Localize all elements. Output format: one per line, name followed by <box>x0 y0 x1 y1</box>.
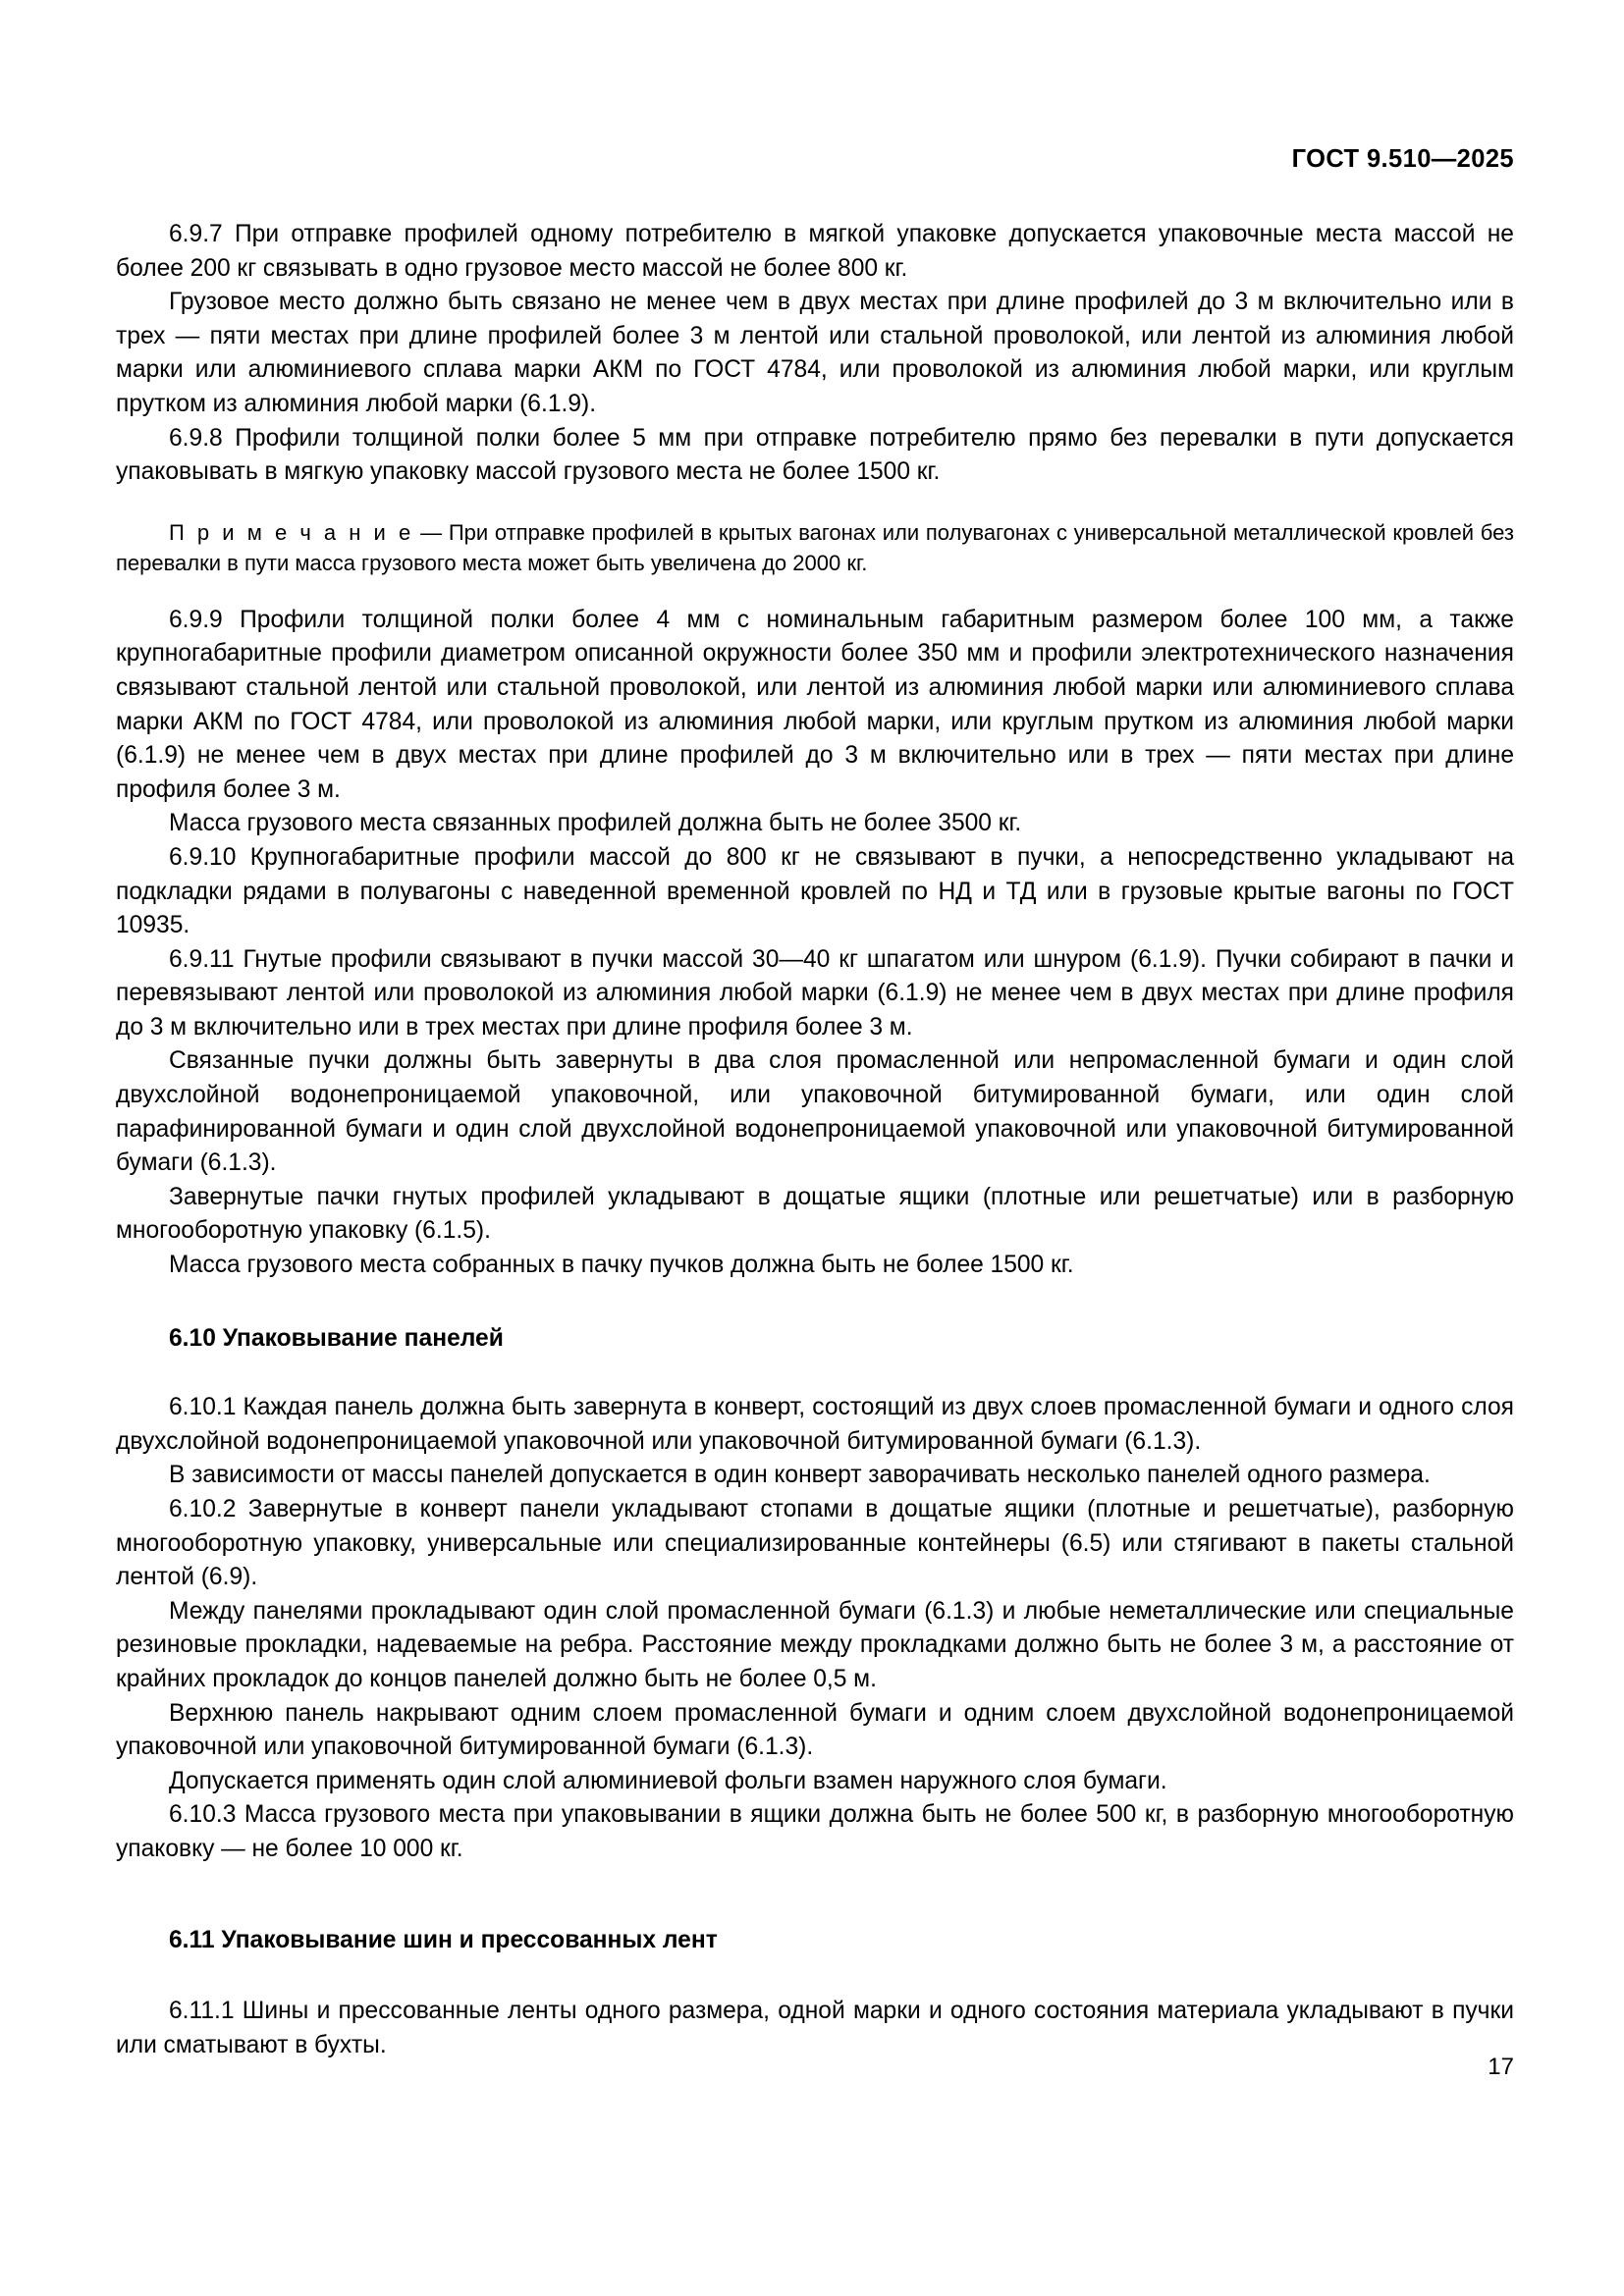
note-text: При отправке профилей в крытых вагонах или полувагонах с универсальной металлической кровлей без перевалки в пути масса грузового места может быть увеличена до 2000 кг. <box>116 519 1514 575</box>
paragraph-6-9-10: 6.9.10 Крупногабаритные профили массой до 800 кг не связывают в пучки, а непосредственно укладывают на подкладки рядами в полувагоны с наведенной временной кровлей по НД и ТД или в грузовые крытые вагоны по ГОСТ 10935. <box>116 843 1514 939</box>
heading-6-10: 6.10 Упаковывание панелей <box>169 1324 504 1352</box>
running-header: ГОСТ 9.510—2025 <box>1291 145 1514 173</box>
page-number: 17 <box>1488 2054 1514 2080</box>
paragraph-6-9-11-wrapping: Связанные пучки должны быть завернуты в два слоя промасленной или непромасленной бумаги и один слой двухслойной водонепроницаемой упаковочной, или упаковочной битумированной бумаги, или один слой парафинированной бумаги и один слой двухслойной водонепроницаемой упаковочной или упаковочной битумированной бумаги (6.1.3). <box>116 1047 1514 1177</box>
paragraph-6-9-9: 6.9.9 Профили толщиной полки более 4 мм с номинальным габаритным размером более 100 мм, а также крупногабаритные профили диаметром описанной окружности более 350 мм и профили электротехнического назначения связывают стальной лентой или стальной проволокой, или лентой из алюминия любой марки или алюминиевого сплава марки АКМ по ГОСТ 4784, или проволокой из алюминия любой марки, или круглым прутком из алюминия любой марки (6.1.9) не менее чем в двух местах при длине профилей до 3 м включительно или в трех — пяти местах при длине профиля более 3 м. <box>116 606 1514 803</box>
note-label: П р и м е ч а н и е <box>169 519 414 545</box>
paragraph-6-10-2-foil: Допускается применять один слой алюминиевой фольги взамен наружного слоя бумаги. <box>169 1767 1167 1794</box>
paragraph-6-11-1: 6.11.1 Шины и прессованные ленты одного размера, одной марки и одного состояния материала укладывают в пучки или сматывают в бухты. <box>116 1998 1514 2058</box>
paragraph-6-10-2-top-panel: Верхнюю панель накрывают одним слоем промасленной бумаги и одним слоем двухслойной водонепроницаемой упаковочной или упаковочной битумированной бумаги (6.1.3). <box>116 1699 1514 1761</box>
paragraph-6-10-3: 6.10.3 Масса грузового места при упаковывании в ящики должна быть не более 500 кг, в разборную многооборотную упаковку — не более 10 000 кг. <box>116 1801 1514 1862</box>
heading-6-11: 6.11 Упаковывание шин и прессованных лент <box>169 1926 718 1953</box>
note-block <box>116 517 1514 578</box>
paragraph-6-9-9-mass: Масса грузового места связанных профилей должна быть не более 3500 кг. <box>169 810 1022 837</box>
spacer <box>116 1356 1514 1391</box>
paragraph-6-10-1: 6.10.1 Каждая панель должна быть завернута в конверт, состоящий из двух слоев промасленной бумаги и одного слоя двухслойной водонепроницаемой упаковочной или упаковочной битумированной бумаги (6.1.3). <box>116 1394 1514 1455</box>
note-dash: — <box>413 519 449 545</box>
paragraph-6-10-1-multiple: В зависимости от массы панелей допускается в один конверт заворачивать несколько панелей одного размера. <box>169 1462 1431 1489</box>
paragraph-6-9-7: 6.9.7 При отправке профилей одному потребителю в мягкой упаковке допускается упаковочные места массой не более 200 кг связывать в одно грузовое место массой не более 800 кг. <box>116 221 1514 282</box>
paragraph-6-9-11-boxes: Завернутые пачки гнутых профилей укладывают в дощатые ящики (плотные или решетчатые) или в разборную многооборотную упаковку (6.1.5). <box>116 1183 1514 1245</box>
paragraph-6-9-11-mass: Масса грузового места собранных в пачку пучков должна быть не более 1500 кг. <box>169 1252 1074 1279</box>
spacer <box>116 1957 1514 1995</box>
paragraph-6-10-2: 6.10.2 Завернутые в конверт панели укладывают стопами в дощатые ящики (плотные и решетчатые), разборную многооборотную упаковку, универсальные или специализированные контейнеры (6.5) или стягивают в пакеты стальной лентой (6.9). <box>116 1496 1514 1591</box>
paragraph-6-9-7-continuation: Грузовое место должно быть связано не менее чем в двух местах при длине профилей до 3 м включительно или в трех — пяти местах при длине профилей более 3 м лентой или стальной проволокой, или лентой из алюминия любой марки или алюминиевого сплава марки АКМ по ГОСТ 4784, или проволокой из алюминия любой марки, или круглым прутком из алюминия любой марки (6.1.9). <box>116 289 1514 417</box>
spacer <box>116 1283 1514 1322</box>
spacer <box>116 1867 1514 1924</box>
spacer <box>116 578 1514 604</box>
paragraph-6-10-2-spacers: Между панелями прокладывают один слой промасленной бумаги (6.1.3) и любые неметаллические или специальные резиновые прокладки, надеваемые на ребра. Расстояние между прокладками должно быть не более 3 м, а расстояние от крайних прокладок до концов панелей должно быть не более 0,5 м. <box>116 1597 1514 1692</box>
paragraph-6-9-8: 6.9.8 Профили толщиной полки более 5 мм при отправке потребителю прямо без перевалки в пути допускается упаковывать в мягкую упаковку массой грузового места не более 1500 кг. <box>116 424 1514 486</box>
paragraph-6-9-11: 6.9.11 Гнутые профили связывают в пучки массой 30—40 кг шпагатом или шнуром (6.1.9). Пучки собирают в пачки и перевязывают лентой или проволокой из алюминия любой марки (6.1.9) не менее чем в двух местах при длине профиля до 3 м включительно или в трех местах при длине профиля более 3 м. <box>116 945 1514 1041</box>
spacer <box>116 490 1514 517</box>
document-body <box>116 218 1514 2062</box>
